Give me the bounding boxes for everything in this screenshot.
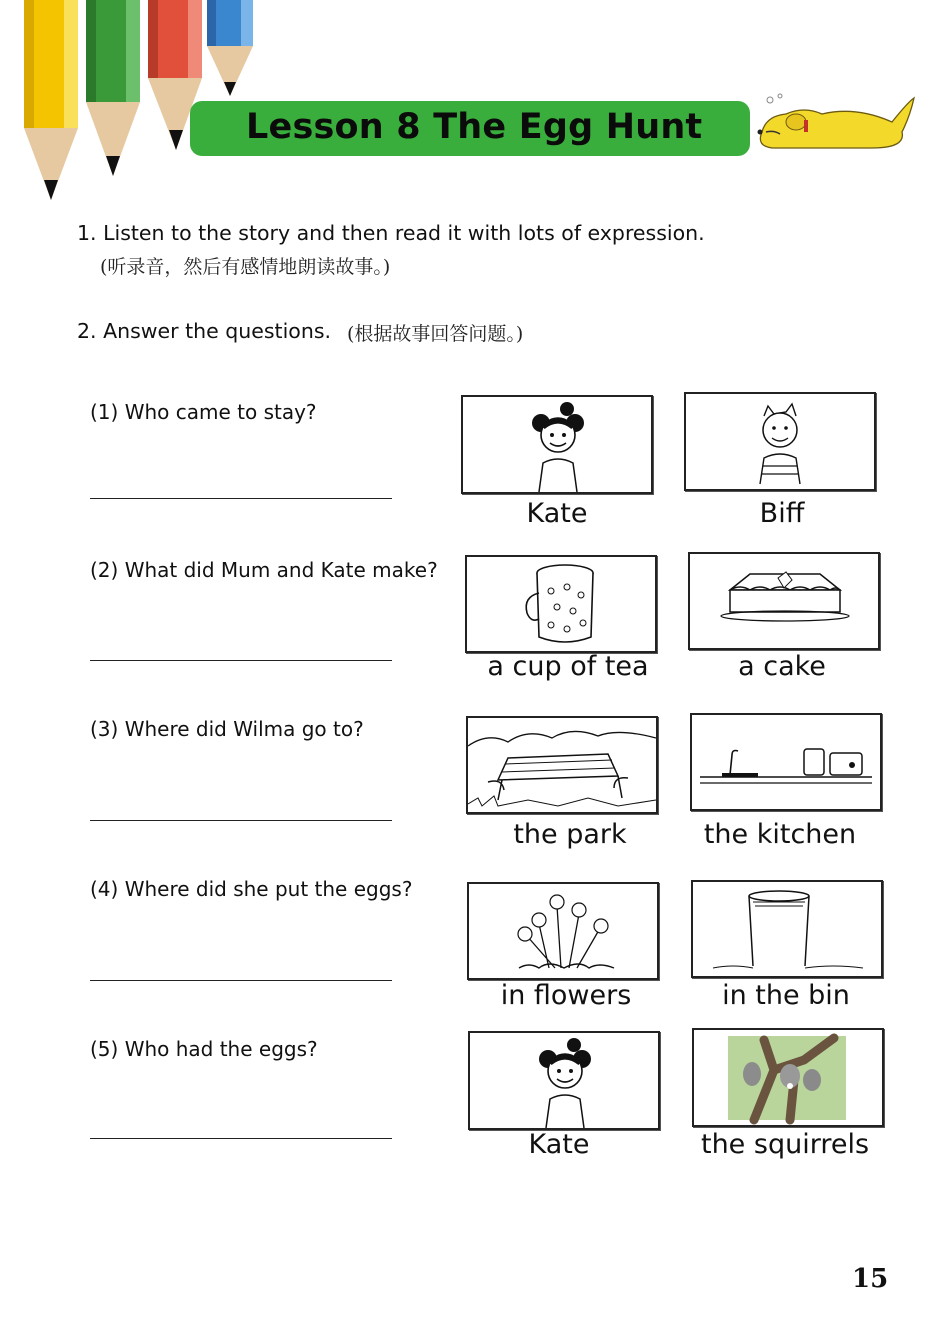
- question-5: (5) Who had the eggs?: [90, 1037, 318, 1061]
- picture-flowers[interactable]: [467, 882, 659, 980]
- picture-biff[interactable]: [684, 392, 876, 491]
- option-2b-label: a cake: [738, 651, 826, 682]
- option-3a-label: the park: [513, 819, 627, 850]
- answer-line-1[interactable]: [90, 498, 392, 499]
- option-3b-label: the kitchen: [703, 819, 857, 850]
- option-1a-label: Kate: [526, 498, 588, 529]
- answer-line-4[interactable]: [90, 980, 392, 981]
- page-title: Lesson 8 The Egg Hunt: [246, 107, 703, 147]
- picture-kitchen[interactable]: [690, 713, 882, 811]
- picture-kate[interactable]: [461, 395, 653, 494]
- instruction-1: 1. Listen to the story and then read it with lots of expression.: [77, 221, 705, 245]
- picture-squirrels[interactable]: [692, 1028, 884, 1127]
- instruction-2: 2. Answer the questions.: [77, 319, 332, 343]
- answer-line-3[interactable]: [90, 820, 392, 821]
- question-3: (3) Where did Wilma go to?: [90, 717, 364, 741]
- question-2: (2) What did Mum and Kate make?: [90, 558, 438, 582]
- picture-cup-of-tea[interactable]: [465, 555, 657, 653]
- option-2a-label: a cup of tea: [487, 651, 649, 682]
- picture-cake[interactable]: [688, 552, 880, 650]
- question-4: (4) Where did she put the eggs?: [90, 877, 413, 901]
- option-5a-label: Kate: [528, 1129, 590, 1160]
- question-1: (1) Who came to stay?: [90, 400, 317, 424]
- sleeping-dog-illustration: [752, 92, 922, 154]
- picture-park[interactable]: [466, 716, 658, 814]
- page-number: 15: [852, 1264, 889, 1294]
- instruction-2-translation: (根据故事回答问题。): [347, 323, 524, 345]
- instruction-1-translation: (听录音，然后有感情地朗读故事。): [100, 256, 391, 278]
- option-4a-label: in flowers: [500, 980, 632, 1011]
- answer-line-2[interactable]: [90, 660, 392, 661]
- picture-kate-2[interactable]: [468, 1031, 660, 1130]
- option-4b-label: in the bin: [722, 980, 850, 1011]
- picture-bin[interactable]: [691, 880, 883, 978]
- option-1b-label: Biff: [759, 498, 805, 529]
- answer-line-5[interactable]: [90, 1138, 392, 1139]
- option-5b-label: the squirrels: [700, 1129, 870, 1160]
